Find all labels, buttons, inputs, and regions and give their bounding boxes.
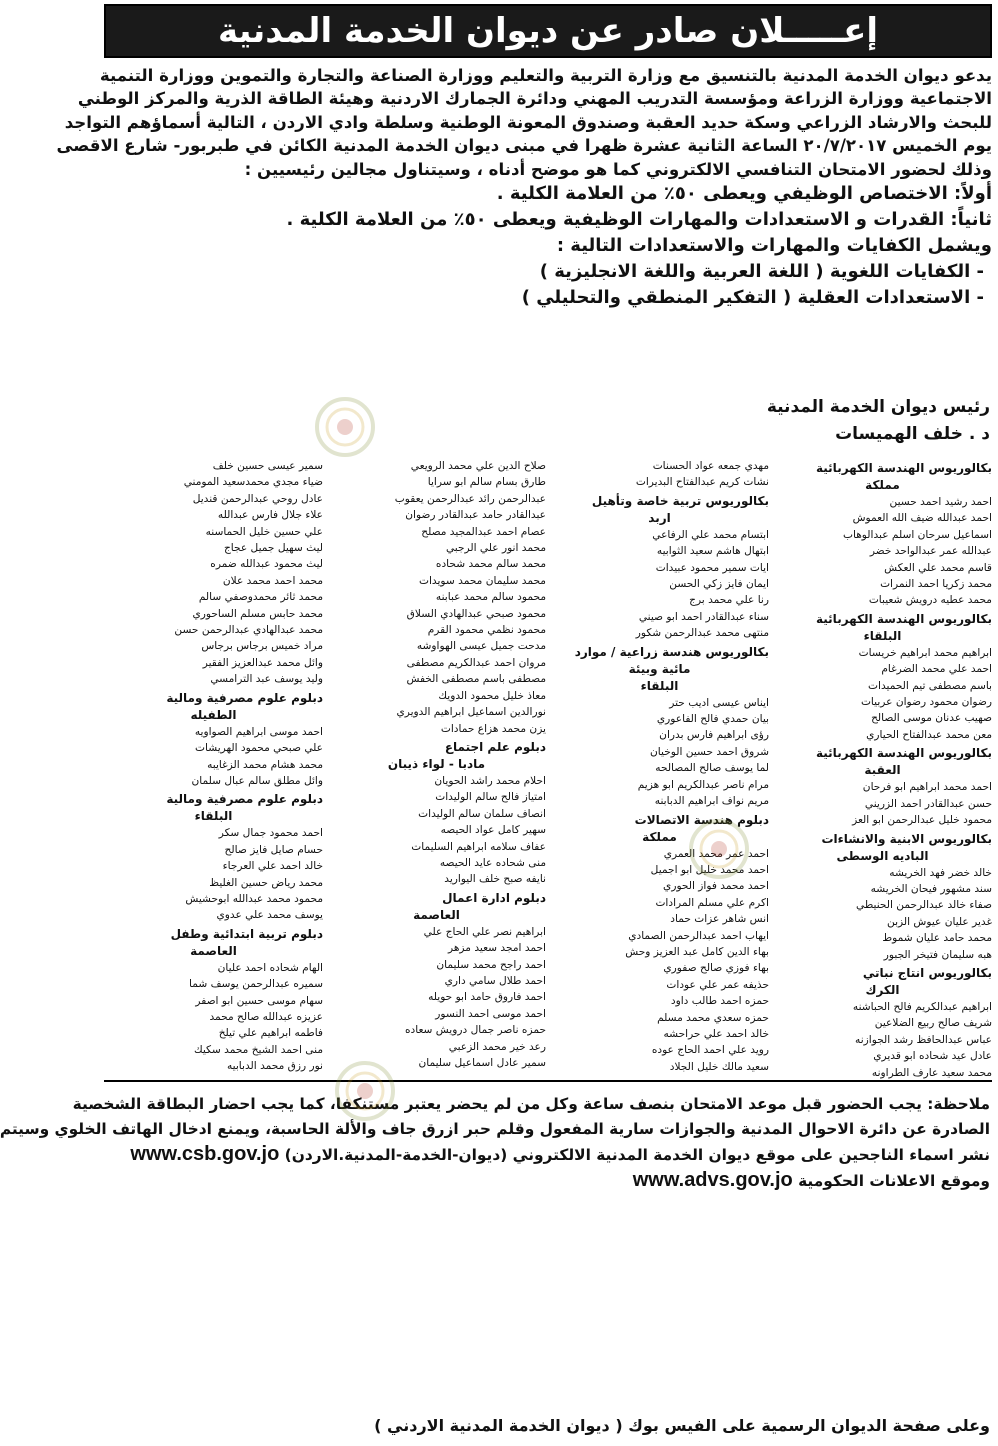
candidate-name: محمود خليل عبدالرحمن ابو العز: [852, 814, 992, 827]
candidate-name: عبدالرحمن رائد عبدالرحمن يعقوب: [394, 492, 546, 505]
candidate-name: بهاء فوزي صالح صفوري: [663, 962, 769, 975]
specialization-heading: بكالوريوس انتاج نباتي: [862, 965, 992, 980]
candidate-name: صفاء خالد عبدالرحمن الحنيطي: [856, 899, 992, 912]
candidate-name: غدير عليان عيوش الزبن: [887, 915, 992, 928]
candidate-name: مراد خميس برجاس برجاس: [201, 640, 323, 653]
candidate-name: احمد محمد فواز الحوري: [663, 880, 769, 893]
region-heading: العاصمة: [413, 907, 460, 922]
candidate-name: نورالدين اسماعيل ابراهيم الدويري: [396, 706, 546, 719]
csb-website-link[interactable]: www.csb.gov.jo: [130, 1143, 280, 1165]
candidate-name: رضوان محمود رضوان عربيات: [860, 696, 992, 709]
candidate-name: صلاح الدين علي محمد الرويعي: [410, 460, 546, 472]
section-one: أولاً: الاختصاص الوظيفي ويعطى ٥٠٪ من العلامة الكلية .: [496, 183, 992, 205]
candidate-name: ابتهال هاشم سعيد الثوابيه: [656, 545, 769, 558]
candidate-name: محمد سليمان محمد سويدات: [419, 574, 546, 587]
region-heading: مادبا - لواء ذيبان: [387, 756, 486, 771]
candidate-name: احمد فاروق حامد ابو حويله: [428, 991, 546, 1004]
candidate-name: قاسم محمد علي العكش: [884, 561, 992, 574]
candidate-column: [773, 458, 992, 1079]
candidate-name: يزن محمد هزاع حمادات: [440, 722, 546, 735]
candidate-name: رنا علي محمد برج: [689, 594, 769, 607]
candidate-name: علاء جلال فارس عبدالله: [217, 509, 323, 522]
candidate-name: محمد حامد عليان شموط: [882, 932, 992, 945]
candidate-name: اسماعيل سرحان اسلم عبدالوهاب: [843, 528, 992, 541]
candidate-name: محمود نظمي محمود القرم: [427, 624, 546, 637]
candidate-name: مرام ناصر عبدالكريم ابو هزيم: [637, 778, 769, 791]
candidate-name: محمد هشام محمد الزغايبه: [207, 758, 323, 771]
note-text: نشر اسماء الناجحين على موقع ديوان الخدمة المدنية الالكتروني (ديوان-الخدمة-المدنية.الاردن): [284, 1146, 990, 1164]
region-heading: مملكة: [865, 478, 900, 492]
candidate-name: سناء عبدالقادر احمد ابو صيني: [638, 610, 769, 623]
specialization-heading: بكالوريوس الهندسة الكهربائية: [816, 461, 992, 475]
candidate-name: ايات سمير محمود عبيدات: [655, 561, 769, 574]
candidate-name: باسم مصطفى تيم الحميدات: [868, 679, 992, 692]
candidate-name: حسن عبدالقادر احمد الزريني: [864, 797, 992, 810]
specialization-heading: دبلوم علم اجتماع: [444, 739, 546, 754]
candidate-name: خالد احمد علي العرجاء: [222, 860, 323, 873]
candidate-name: ايمان فايز زكي الحسن: [669, 578, 769, 591]
signature-block: [750, 394, 990, 448]
candidate-name: محمد رياض حسين الغليظ: [209, 876, 323, 889]
candidate-name: مصطفى باسم مصطفى الخفش: [406, 673, 546, 686]
candidate-name: مهدي جمعه عواد الحسنات: [652, 460, 769, 472]
candidate-name: رعد خير محمد الزعبي: [448, 1040, 546, 1053]
candidate-name: سند مشهور فيحان الخريشه: [870, 882, 992, 895]
note-line: الصادرة عن دائرة الاحوال المدنية والجوازات سارية المفعول وقلم حبر ازرق جاف والألة الحاسبة، ويمنع ادخال الهاتف الخلوي وسيتم: [0, 1120, 990, 1138]
region-heading: الكرك: [865, 982, 900, 997]
candidate-name: رؤى ابراهيم فارس بدران: [659, 729, 769, 742]
candidate-name: محمد سعيد عارف الطراونه: [871, 1066, 992, 1079]
candidate-name: محمد عبدالهادي عبدالرحمن حسن: [174, 624, 323, 637]
candidate-name: حمزه سعدي محمد مسلم: [657, 1011, 769, 1024]
candidate-name: ليث محمود عبدالله ضمره: [210, 558, 323, 571]
candidate-name: سعيد مالك خليل الجلاد: [669, 1060, 769, 1073]
candidate-name: خالد احمد علي حراحشه: [663, 1027, 769, 1040]
candidate-name: احمد محمود جمال سكر: [218, 827, 323, 840]
candidate-name: محمد انور علي الرجبي: [445, 542, 546, 555]
candidate-name: احمد موسى احمد النسور: [435, 1007, 546, 1020]
candidate-name: حسام صايل فايز صالح: [224, 843, 323, 856]
candidate-name: مريم نواف ابراهيم الدبابنه: [654, 795, 769, 808]
specialization-heading: بكالوريوس الهندسة الكهربائية: [816, 746, 992, 761]
candidate-name: محمود صبحي عبدالهادي السلاق: [406, 607, 546, 620]
candidate-column: [327, 458, 546, 1070]
candidate-name: خالد خضر فهد الخريشه: [889, 866, 992, 879]
specialization-heading: بكالوريوس الابنية والانشاءات: [821, 831, 992, 846]
candidate-name: سهير كامل عواد الحيصه: [440, 824, 546, 837]
candidate-name: احمد راجح محمد سليمان: [436, 958, 546, 971]
section-two: ثانياً: القدرات و الاستعدادات والمهارات الوظيفية ويعطى ٥٠٪ من العلامة الكلية .: [286, 209, 992, 231]
region-heading: مائية وبيئة: [628, 661, 691, 676]
candidate-name: ايناس عيسى اديب حتر: [669, 696, 769, 709]
note-block: [0, 1092, 990, 1194]
candidate-name: احمد محمد خليل ابو اجميل: [650, 863, 769, 876]
candidate-name: يوسف محمد علي عدوي: [216, 909, 323, 922]
intro-line: وذلك لحضور الامتحان التنافسي الالكتروني كما هو موضح أدناه ، وسيتناول مجالين رئيسيين :: [244, 159, 992, 179]
announcement-title: إعـــــلان صادر عن ديوان الخدمة المدنية: [217, 11, 879, 51]
specialization-heading: دبلوم ادارة اعمال: [442, 890, 546, 905]
region-heading: البلقاء: [640, 678, 679, 693]
candidate-name: الهام شحاده احمد عليان: [217, 961, 323, 974]
candidate-name: فاطمه ابراهيم علي تيلخ: [218, 1027, 323, 1040]
candidate-name: وائل محمد عبدالعزيز الفقير: [202, 656, 323, 669]
exam-sections: [104, 181, 992, 311]
candidate-name: مدحت جميل عيسى الهواوشه: [416, 640, 546, 653]
intro-line: للبحث والارشاد الزراعي وسكة حديد العقبة وصندوق المعونة الوطنية وسلطة وادي الاردن ، التالية أسماؤهم التواجد: [64, 112, 992, 132]
candidate-name: احمد طلال سامي داري: [444, 974, 546, 987]
candidate-name: ابراهيم عبدالكريم فالح الحباشنه: [852, 1000, 992, 1013]
section-includes: ويشمل الكفايات والمهارات والاستعدادات التالية :: [556, 235, 992, 257]
facebook-note: وعلى صفحة الديوان الرسمية على الفيس بوك ( ديوان الخدمة المدنية الاردني ): [374, 1416, 990, 1435]
candidate-name: محمد احمد محمد علان: [222, 574, 323, 587]
candidate-name: محمد حابس مسلم الساحوري: [192, 607, 323, 620]
signature-title: رئيس ديوان الخدمة المدنية: [766, 397, 990, 417]
candidate-name: رويد علي احمد الحاج عوده: [651, 1044, 769, 1057]
candidate-name: ايهاب احمد عبدالرحمن الصمادي: [628, 929, 769, 942]
candidate-column: [550, 458, 769, 1073]
candidate-name: بيان حمدي فالح الفاعوري: [656, 713, 769, 726]
candidate-name: انس شاهر عزات حماد: [670, 913, 769, 926]
candidate-name: محمد زكريا احمد النمرات: [880, 578, 992, 591]
candidate-name: صهيب عدنان موسى الصالح: [871, 712, 992, 725]
candidate-name: احمد عبدالله ضيف الله العموش: [852, 512, 992, 525]
candidate-name: انصاف سلمان سالم الوليدات: [418, 807, 546, 820]
candidate-name: احمد امجد سعيد مزهر: [448, 942, 546, 955]
candidate-name: احمد رشيد احمد حسين: [889, 496, 992, 508]
candidate-name: طارق بسام سالم ابو سرايا: [427, 476, 546, 489]
candidate-name: محمد عطيه درويش شعيبات: [868, 594, 992, 607]
region-heading: اربد: [648, 510, 671, 525]
candidate-name: شريف صالح ربيع الضلاعين: [874, 1017, 992, 1030]
candidate-name: سمير عيسى حسين خلف: [212, 460, 323, 472]
candidate-name: ضياء مجدي محمدسعيد المومني: [183, 476, 323, 489]
signature-name: د . خلف الهميسات: [835, 424, 990, 444]
note-line: ملاحظة: يجب الحضور قبل موعد الامتحان بنصف ساعة وكل من لم يحضر يعتبر مستنكفا، كما يجب احضار البطاقة الشخصية: [72, 1095, 990, 1113]
candidate-name: احمد عمر محمد العمري: [663, 847, 769, 860]
note-text: وموقع الاعلانات الحكومية: [798, 1172, 990, 1190]
candidate-name: معاذ خليل محمود الدويك: [438, 689, 546, 702]
candidate-name: احمد محمد ابراهيم ابو فرحان: [862, 781, 992, 794]
candidate-name: عبدالقادر حامد عبدالقادر رضوان: [405, 509, 546, 522]
candidate-name: نشات كريم عبدالفتاح البديرات: [635, 476, 769, 489]
intro-line: يوم الخميس ٢٠/٧/٢٠١٧ الساعة الثانية عشرة ظهرا في مبنى ديوان الخدمة المدنية الكائن في طبربور- شارع الاقصى: [56, 136, 992, 156]
candidate-name: محمد سالم محمد شحاده: [435, 558, 546, 571]
candidate-name: علي حسين خليل الحماسنه: [205, 525, 323, 538]
note-line: [106, 1142, 990, 1168]
candidate-name: علي صبحي محمود الهريشات: [195, 742, 323, 755]
candidate-name: سهام موسى حسين ابو اصفر: [195, 994, 323, 1007]
region-heading: الطفيله: [190, 707, 237, 722]
candidate-name: معن محمد عبدالفتاح الحياري: [866, 728, 992, 741]
language-skills: - الكفايات اللغوية ( اللغة العربية واللغة الانجليزية ): [539, 261, 984, 283]
specialization-heading: دبلوم علوم مصرفية ومالية: [166, 792, 323, 807]
candidate-name: لما يوسف صالح المصالحه: [655, 762, 769, 775]
candidate-name: عفاف سلامه ابراهيم السليمات: [411, 840, 546, 853]
region-heading: العاصمة: [190, 943, 237, 958]
seal-watermark-icon: [314, 396, 376, 458]
candidate-name: محمد ثائر محمدوصفي سالم: [198, 591, 323, 604]
announcement-banner: [104, 4, 992, 58]
candidate-name: هبه سليمان فتيخر الجبور: [883, 948, 992, 961]
region-heading: العقبة: [864, 763, 901, 778]
candidate-name: احلام محمد راشد الحويان: [434, 774, 546, 787]
region-heading: البلقاء: [194, 809, 233, 824]
candidate-name: وليد يوسف عبد الترامسي: [210, 673, 323, 686]
candidate-name: نور رزق محمد الدبابيه: [226, 1060, 323, 1073]
candidate-name: مروان احمد عبدالكريم مصطفى: [406, 656, 546, 669]
candidate-name: ليث سهيل جميل عجاج: [223, 542, 323, 555]
candidate-name: منتهى محمد عبدالرحمن شكور: [635, 627, 769, 640]
candidate-name: حمزه احمد طالب داود: [670, 995, 769, 1008]
candidate-name: عادل عيد شحاده ابو قديري: [873, 1050, 992, 1063]
specialization-heading: دبلوم هندسة الاتصالات: [634, 812, 769, 827]
candidate-name: ابراهيم محمد ابراهيم خريسات: [858, 646, 992, 659]
intro-paragraph: [56, 64, 992, 181]
candidate-column: [104, 458, 323, 1073]
candidate-name: سميره عبدالرحمن يوسف شما: [188, 978, 323, 991]
candidate-name: عصام احمد عبدالمجيد مصلح: [421, 525, 546, 538]
candidate-columns: [104, 458, 992, 1079]
candidate-name: عبدالله عمر عبدالواحد خضر: [869, 545, 992, 558]
specialization-heading: بكالوريوس هندسة زراعية / موارد: [574, 644, 769, 659]
candidate-name: احمد علي محمد الضرغام: [881, 663, 992, 676]
mental-skills: - الاستعدادات العقلية ( التفكير المنطقي والتحليلي ): [521, 287, 984, 309]
candidate-name: حذيفه عمر علي عودات: [666, 978, 769, 991]
intro-line: يدعو ديوان الخدمة المدنية بالتنسيق مع وزارة التربية والتعليم ووزارة الصناعة والتجارة والتموين ووزارة التنمية: [99, 66, 992, 85]
candidate-name: اكرم علي مسلم المرادات: [655, 896, 769, 909]
specialization-heading: بكالوريوس تربية خاصة وتأهيل: [591, 493, 769, 508]
candidate-name: امتياز فالح سالم الوليدات: [435, 791, 546, 804]
candidate-name: سمير عادل اسماعيل سليمان: [418, 1057, 546, 1069]
advs-website-link[interactable]: www.advs.gov.jo: [632, 1169, 793, 1191]
candidate-name: حمزه ناصر جمال درويش سعاده: [404, 1024, 546, 1037]
candidate-name: بهاء الدين كامل عبد العزيز وحش: [625, 945, 769, 958]
candidate-name: نايفه صبح خلف اليواريد: [444, 873, 546, 886]
specialization-heading: دبلوم علوم مصرفية ومالية: [166, 690, 323, 705]
candidate-name: محمود سالم محمد عبابنه: [435, 591, 546, 604]
specialization-heading: بكالوريوس الهندسة الكهربائية: [816, 611, 992, 626]
candidate-name: وائل مطلق سالم عبال سلمان: [191, 774, 323, 787]
region-heading: مملكة: [642, 829, 677, 844]
candidate-name: احمد موسى ابراهيم الصواويه: [194, 725, 323, 738]
specialization-heading: دبلوم تربية ابتدائية وطفل: [170, 926, 323, 941]
intro-line: الاجتماعية ووزارة الزراعة ومؤسسة التدريب المهني ودائرة الجمارك الاردنية وهيئة الطاقة الذرية والمركز الوطني: [77, 89, 992, 109]
candidate-name: منى شحاده عايد الحيصه: [439, 856, 546, 869]
candidate-name: منى احمد الشيخ محمد سكيك: [193, 1043, 323, 1056]
section-divider: [104, 1080, 992, 1082]
note-line: [106, 1168, 990, 1194]
candidate-name: عادل روحي عبدالرحمن قنديل: [192, 492, 323, 505]
region-heading: الباديه الوسطى: [836, 848, 929, 863]
candidate-name: ابراهيم نصر علي الحاج علي: [423, 925, 546, 938]
region-heading: البلقاء: [863, 628, 902, 643]
candidate-name: محمود محمد عبدالله ابوحشيش: [185, 892, 323, 905]
candidate-name: شروق احمد حسين الوخيان: [650, 745, 769, 758]
candidate-name: عباس عبدالحافظ رشد الجوازنه: [855, 1033, 992, 1046]
candidate-name: عزيزه عبدالله صالح محمد: [209, 1010, 323, 1023]
candidate-name: ابتسام محمد علي الرفاعي: [652, 528, 769, 541]
